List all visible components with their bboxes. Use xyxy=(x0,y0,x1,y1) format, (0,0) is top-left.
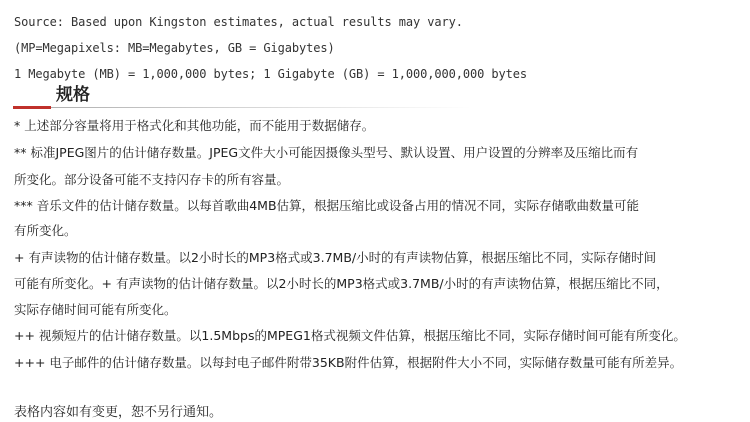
heading-accent-bar xyxy=(13,106,51,109)
heading-divider xyxy=(51,107,471,108)
note-line: 可能有所变化。+ 有声读物的估计储存数量。以2小时长的MP3格式或3.7MB/小时的有声读物估算，根据压缩比不同， xyxy=(14,276,669,291)
note-line: +++ 电子邮件的估计储存数量。以每封电子邮件附带35KB附件估算，根据附件大小不同，实际储存数量可能有所差异。 xyxy=(14,355,683,370)
source-line-1: Source: Based upon Kingston estimates, actual results may vary. xyxy=(14,15,463,29)
note-line: + 有声读物的估计储存数量。以2小时长的MP3格式或3.7MB/小时的有声读物估算，根据压缩比不同，实际存储时间 xyxy=(14,250,657,265)
section-heading xyxy=(0,80,750,114)
note-line: 所变化。部分设备可能不支持闪存卡的所有容量。 xyxy=(14,172,290,187)
note-line: *** 音乐文件的估计储存数量。以每首歌曲4MB估算，根据压缩比或设备占用的情况不同，实际存储歌曲数量可能 xyxy=(14,198,640,213)
source-line-2: (MP=Megapixels: MB=Megabytes, GB = Gigabytes) xyxy=(14,41,335,55)
note-line: 有所变化。 xyxy=(14,223,77,238)
note-line: ++ 视频短片的估计储存数量。以1.5Mbps的MPEG1格式视频文件估算，根据压缩比不同，实际存储时间可能有所变化。 xyxy=(14,328,686,343)
source-line-3: 1 Megabyte (MB) = 1,000,000 bytes; 1 Gigabyte (GB) = 1,000,000,000 bytes xyxy=(14,67,527,81)
section-title: 规格 xyxy=(56,85,90,105)
note-line: 实际存储时间可能有所变化。 xyxy=(14,302,177,317)
footer-note: 表格内容如有变更，恕不另行通知。 xyxy=(14,405,223,420)
note-line: * 上述部分容量将用于格式化和其他功能，而不能用于数据储存。 xyxy=(14,118,375,133)
note-line: ** 标准JPEG图片的估计储存数量。JPEG文件大小可能因摄像头型号、默认设置、用户设置的分辨率及压缩比而有 xyxy=(14,145,639,160)
